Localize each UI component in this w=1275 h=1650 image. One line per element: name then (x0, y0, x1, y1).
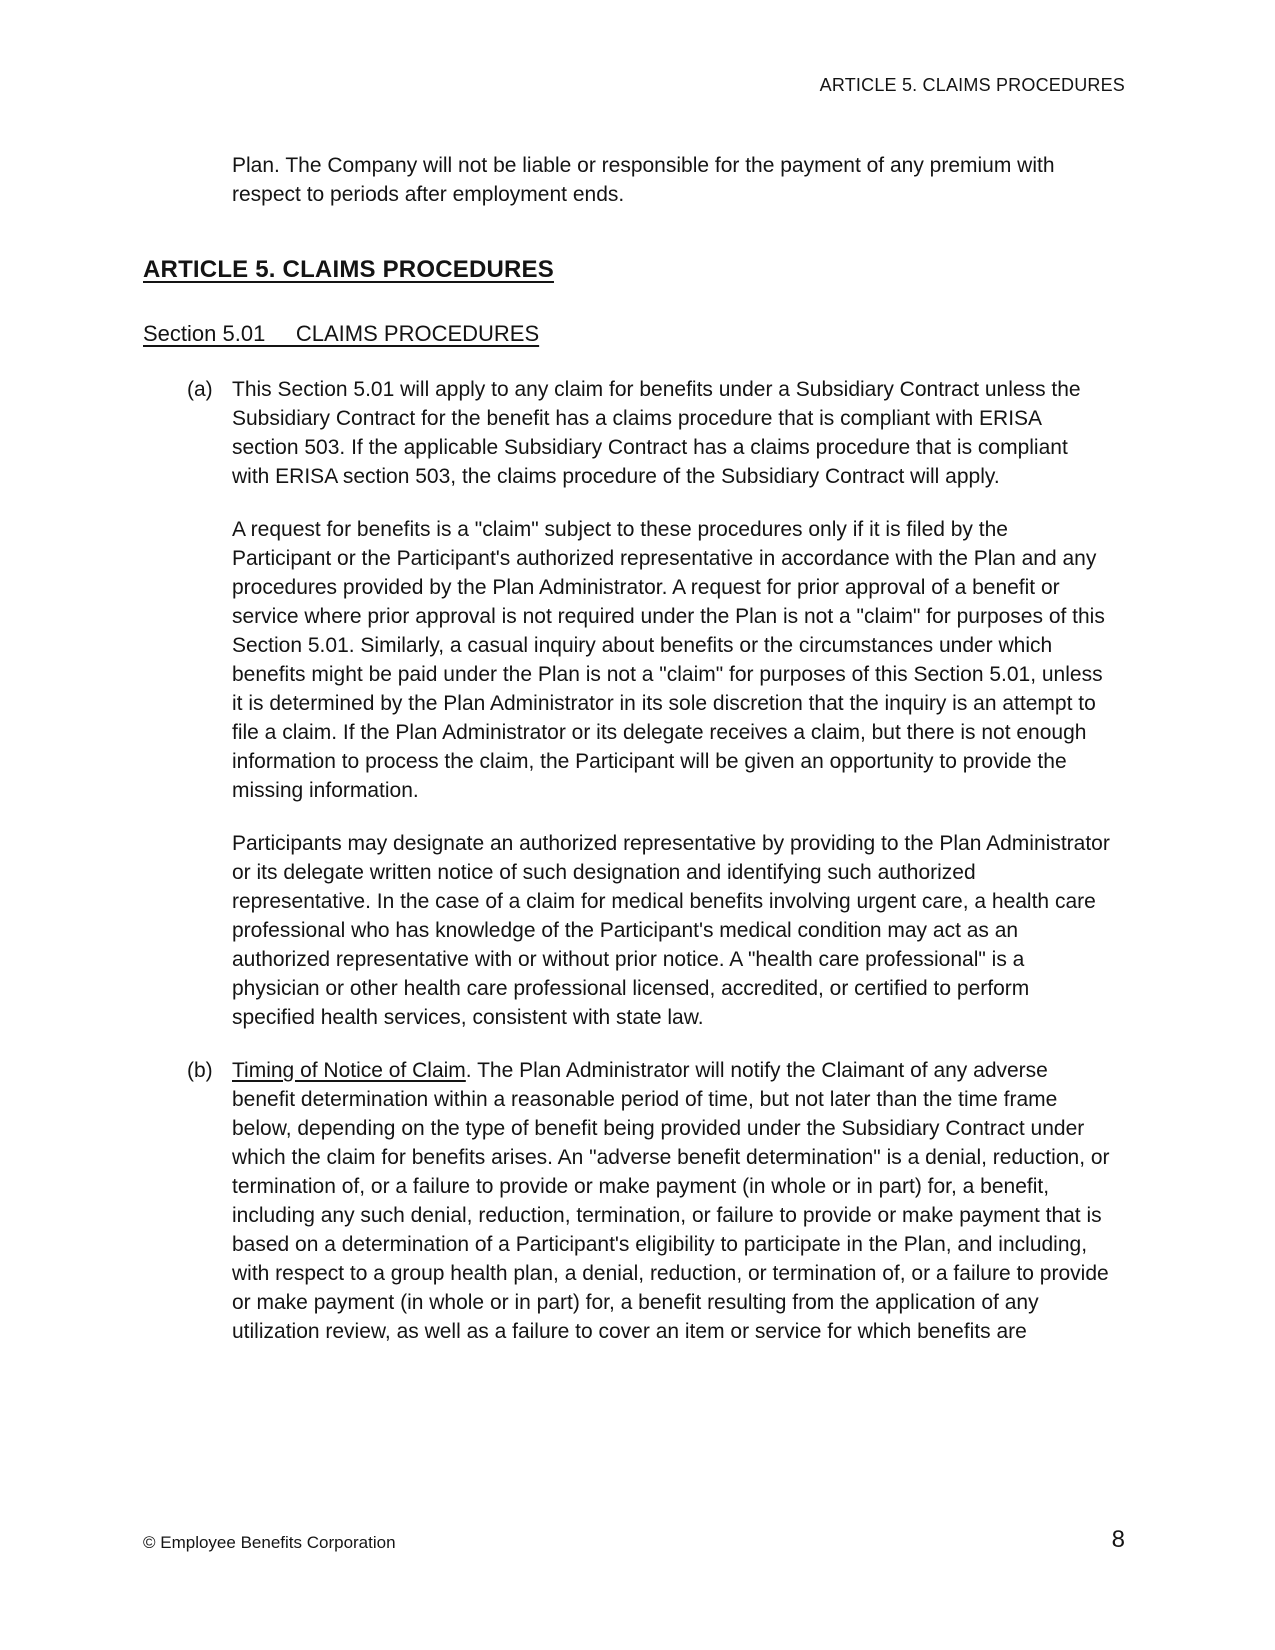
item-a-paragraph-1: This Section 5.01 will apply to any claim for benefits under a Subsidiary Contract unless the Subsidiary Contract for the benefit has a claims procedure that is compliant with ERISA section 503. If the applicable Subsidiary Contract has a claims procedure that is compliant with ERISA section 503, the claims procedure of the Subsidiary Contract will apply. (232, 378, 1081, 488)
item-b-lead: Timing of Notice of Claim (232, 1059, 466, 1082)
item-a-label: (a) (187, 378, 213, 401)
item-b-label: (b) (187, 1059, 213, 1082)
list-item-b (143, 1056, 1125, 1346)
item-b-text: . The Plan Administrator will notify the Claimant of any adverse benefit determination within a reasonable period of time, but not later than the time frame below, depending on the type of benefit being provided under the Subsidiary Contract under which the claim for benefits arises. An "adverse benefit determination" is a denial, reduction, or termination of, or a failure to provide or make payment (in whole or in part) for, a benefit, including any such denial, reduction, termination, or failure to provide or make payment that is based on a determination of a Participant's eligibility to participate in the Plan, and including, with respect to a group health plan, a denial, reduction, or termination of, or a failure to provide or make payment (in whole or in part) for, a benefit resulting from the application of any utilization review, as well as a failure to cover an item or service for which benefits are (232, 1059, 1110, 1343)
footer-copyright: © Employee Benefits Corporation (143, 1533, 396, 1552)
item-b-paragraph (232, 1056, 1110, 1346)
article-heading: ARTICLE 5. CLAIMS PROCEDURES (143, 256, 554, 283)
item-a-paragraph-3: Participants may designate an authorized representative by providing to the Plan Administrator or its delegate written notice of such designation and identifying such authorized representative. In the case of a claim for medical benefits involving urgent care, a health care professional who has knowledge of the Participant's medical condition may act as an authorized representative with or without prior notice. A "health care professional" is a physician or other health care professional licensed, accredited, or certified to perform specified health services, consistent with state law. (232, 832, 1110, 1029)
section-heading: Section 5.01 CLAIMS PROCEDURES (143, 321, 540, 346)
running-header: ARTICLE 5. CLAIMS PROCEDURES (819, 75, 1125, 95)
section-body (143, 375, 1125, 1346)
intro-paragraph: Plan. The Company will not be liable or responsible for the payment of any premium with respect to periods after employment ends. (232, 154, 1055, 206)
page-number: 8 (1111, 1526, 1125, 1553)
item-a-paragraph-2: A request for benefits is a "claim" subject to these procedures only if it is filed by the Participant or the Participant's authorized representative in accordance with the Plan and any procedures provided by the Plan Administrator. A request for prior approval of a benefit or service where prior approval is not required under the Plan is not a "claim" for purposes of this Section 5.01. Similarly, a casual inquiry about benefits or the circumstances under which benefits might be paid under the Plan is not a "claim" for purposes of this Section 5.01, unless it is determined by the Plan Administrator in its sole discretion that the inquiry is an attempt to file a claim. If the Plan Administrator or its delegate receives a claim, but there is not enough information to process the claim, the Participant will be given an opportunity to provide the missing information. (232, 518, 1105, 802)
list-item-a (143, 375, 1125, 1032)
